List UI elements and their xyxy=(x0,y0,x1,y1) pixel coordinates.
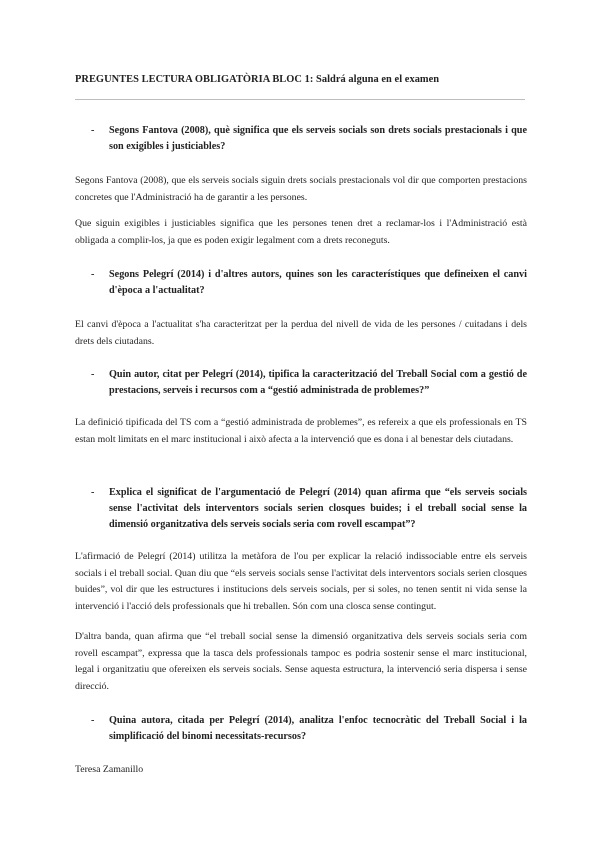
question-4 xyxy=(91,485,527,533)
question-text: Explica el significat de l'argumentació de Pelegrí (2014) quan afirma que “els serveis socials sense l'activitat dels interventors socials serien closques buides; i el treball social sense la dimensió organitzativa dels serveis socials seria com rovell escampat”? xyxy=(109,487,527,530)
answer-paragraph: Segons Fantova (2008), que els serveis socials siguin drets socials prestacionals vol dir que comporten prestacions concretes que l'Administració ha de garantir a les persones. xyxy=(75,175,527,203)
answer-paragraph: Que siguin exigibles i justiciables significa que les persones tenen dret a reclamar-los i l'Administració està obligada a complir-los, ja que es poden exigir legalment com a drets reconeguts. xyxy=(75,218,527,246)
page-title: PREGUNTES LECTURA OBLIGATÒRIA BLOC 1: Saldrá alguna en el examen xyxy=(75,74,440,85)
answer-paragraph: El canvi d'època a l'actualitat s'ha caracteritzat per la perdua del nivell de vida de les persones / cuitadans i dels drets dels ciutadans. xyxy=(75,319,527,347)
question-3 xyxy=(91,367,527,399)
answer-paragraph: Teresa Zamanillo xyxy=(75,764,144,775)
title-divider xyxy=(75,99,525,100)
list-dash: - xyxy=(91,487,95,498)
question-text: Segons Pelegrí (2014) i d'altres autors, quines son les característiques que defineixen el canvi d'època a l'actualitat? xyxy=(109,269,527,296)
list-dash: - xyxy=(91,369,95,380)
list-dash: - xyxy=(91,125,95,136)
answer-paragraph: L'afirmació de Pelegrí (2014) utilitza la metàfora de l'ou per explicar la relació indissociable entre els serveis socials i el treball social. Quan diu que “els serveis socials sense l'activitat dels interventors socials serien closques buides”, vol dir que les estructures i institucions dels serveis socials, per si soles, no tenen sentit ni vida sense la intervenció i l'acció dels professionals que hi treballen. Són com una closca sense contingut. xyxy=(75,551,527,612)
question-text: Quina autora, citada per Pelegrí (2014), analitza l'enfoc tecnocràtic del Treball Social i la simplificació del binomi necessitats-recursos? xyxy=(109,715,527,742)
question-5 xyxy=(91,713,527,745)
question-text: Quin autor, citat per Pelegrí (2014), tipifica la caracterització del Treball Social com a gestió de prestacions, serveis i recursos com a “gestió administrada de problemes?” xyxy=(109,369,527,396)
question-2 xyxy=(91,267,527,299)
question-text: Segons Fantova (2008), què significa que els serveis socials son drets socials prestacionals i que son exigibles i justiciables? xyxy=(109,125,527,152)
answer-paragraph: La definició tipificada del TS com a “gestió administrada de problemes”, es refereix a que els professionals en TS estan molt limitats en el marc institucional i això afecta a la intervenció que es dona i al benestar dels ciutadans. xyxy=(75,417,527,445)
list-dash: - xyxy=(91,269,95,280)
list-dash: - xyxy=(91,715,95,726)
answer-paragraph: D'altra banda, quan afirma que “el treball social sense la dimensió organitzativa dels serveis socials seria com rovell escampat”, expressa que la tasca dels professionals tampoc es podria sostenir sense el marc institucional, legal i organitzatiu que ofereixen els serveis socials. Sense aquesta estructura, la intervenció seria dispersa i sense direcció. xyxy=(75,631,527,692)
question-1 xyxy=(91,123,527,155)
